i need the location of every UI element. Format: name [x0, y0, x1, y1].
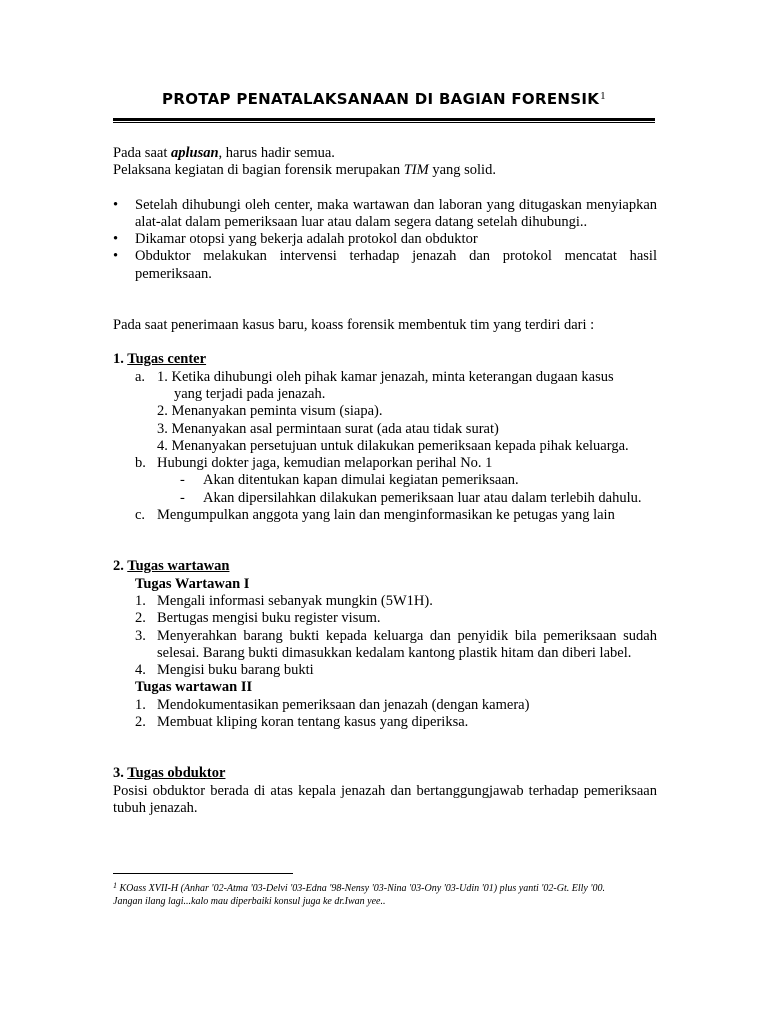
item-text: Bertugas mengisi buku register visum. — [157, 610, 381, 627]
bullet-icon: • — [113, 196, 119, 213]
intro-line-2-emphasis: TIM — [403, 162, 429, 179]
spacer — [113, 334, 657, 351]
footnote-rule — [113, 873, 293, 874]
a-sub-number: 4. — [157, 437, 168, 454]
title-rule-thin — [113, 122, 655, 123]
b-dash-text: Akan ditentukan kapan dimulai kegiatan pemeriksaan. — [203, 472, 519, 489]
section-3-number: 3. — [113, 765, 128, 782]
bullet-item — [113, 197, 657, 232]
item-text: Mendokumentasikan pemeriksaan dan jenazah (dengan kamera) — [157, 696, 530, 713]
section-2-heading — [113, 558, 657, 575]
dash-icon: - — [180, 489, 185, 506]
a-sub-item — [157, 438, 657, 455]
intro-line-2-post: yang solid. — [428, 162, 496, 179]
item-text: Mengisi buku barang bukti — [157, 662, 314, 679]
b-dash-text: Akan dipersilahkan dilakukan pemeriksaan luar atau dalam terlebih dahulu. — [203, 489, 642, 506]
section-2-number: 2. — [113, 558, 128, 575]
wartawan-1-item — [113, 610, 657, 627]
wartawan-2-title: Tugas wartawan II — [135, 679, 253, 696]
intro-line-2-pre: Pelaksana kegiatan di bagian forensik merupakan — [113, 162, 404, 179]
spacer — [113, 731, 657, 765]
wartawan-2-item — [113, 714, 657, 731]
a-sub-text: Menanyakan peminta visum (siapa). — [171, 403, 383, 420]
item-number: 1. — [135, 696, 146, 713]
a-sub-text: Menanyakan persetujuan untuk dilakukan pemeriksaan kepada pihak keluarga. — [171, 437, 629, 454]
b-dash-item — [113, 472, 657, 489]
team-intro: Pada saat penerimaan kasus baru, koass forensik membentuk tim yang terdiri dari : — [113, 317, 595, 334]
item-number: 4. — [135, 662, 146, 679]
bullet-item — [113, 248, 657, 283]
b-dash-item — [113, 490, 657, 507]
footnote — [113, 879, 673, 908]
item-number: 3. — [135, 627, 146, 644]
item-c-marker: c. — [135, 507, 146, 524]
intro-line-1-pre: Pada saat — [113, 145, 171, 161]
section-1-heading — [113, 351, 657, 368]
spacer — [113, 180, 657, 197]
a-sub-item — [157, 403, 657, 420]
wartawan-1-item — [113, 662, 657, 679]
a-sub-item-continuation: yang terjadi pada jenazah. — [174, 385, 326, 402]
bullet-text: Obduktor melakukan intervensi terhadap jenazah dan protokol mencatat hasil pemeriksaan. — [135, 248, 657, 282]
a-sub-number: 2. — [157, 403, 168, 420]
wartawan-1-item — [113, 628, 657, 663]
intro-line-1 — [113, 145, 657, 162]
intro-line-1-emphasis: aplusan — [170, 145, 219, 161]
a-sub-text: Menanyakan asal permintaan surat (ada atau tidak surat) — [171, 420, 499, 437]
item-b-marker: b. — [135, 455, 146, 472]
bullet-text: Dikamar otopsi yang bekerja adalah protokol dan obduktor — [135, 231, 478, 248]
a-sub-item — [157, 421, 657, 438]
item-text: Membuat kliping koran tentang kasus yang diperiksa. — [157, 714, 469, 731]
item-a-marker: a. — [135, 368, 146, 385]
document-title — [113, 90, 655, 108]
document-title-text: PROTAP PENATALAKSANAAN DI BAGIAN FORENSIK — [162, 90, 600, 108]
title-footnote-mark: 1 — [600, 90, 606, 102]
dash-icon: - — [180, 472, 185, 489]
document-body — [113, 145, 657, 817]
bullet-icon: • — [113, 231, 119, 248]
item-text: Menyerahkan barang bukti kepada keluarga dan penyidik bila pemeriksaan sudah selesai. Barang bukti dimasukkan kedalam kantong plastik hitam dan diberi label. — [157, 627, 657, 661]
section-1-item-c — [113, 507, 657, 524]
item-number: 1. — [135, 592, 146, 609]
wartawan-2-item — [113, 697, 657, 714]
footnote-line-2: Jangan ilang lagi...kalo mau diperbaiki konsul juga ke dr.Iwan yee.. — [113, 896, 386, 907]
section-2-title: Tugas wartawan — [127, 558, 230, 575]
wartawan-1-item — [113, 593, 657, 610]
section-1-item-b — [113, 455, 657, 472]
spacer — [113, 524, 657, 558]
footnote-text-1: KOass XVII-H (Anhar '02-Atma '03-Delvi '03-Edna '98-Nensy '03-Nina '03-Ony '03-Udin '01) plus yanti '02-Gt. Elly '00. — [119, 883, 605, 894]
section-3-heading — [113, 765, 657, 782]
bullet-item — [113, 231, 657, 248]
intro-line-1-post: , harus hadir semua. — [218, 145, 335, 161]
intro-line-2 — [113, 162, 657, 179]
a-sub-number: 1. — [157, 368, 168, 385]
bullet-icon: • — [113, 248, 119, 265]
bullet-list — [113, 197, 657, 283]
footnote-mark: 1 — [113, 881, 117, 890]
spacer — [113, 283, 657, 317]
bullet-text: Setelah dihubungi oleh center, maka wartawan dan laboran yang ditugaskan menyiapkan alat-alat dalam pemeriksaan luar atau dalam segera datang setelah dihubungi.. — [135, 196, 657, 230]
a-sub-text: Ketika dihubungi oleh pihak kamar jenazah, minta keterangan dugaan kasus — [171, 368, 614, 385]
section-1-number: 1. — [113, 351, 128, 368]
section-1-title: Tugas center — [127, 351, 207, 368]
item-c-text: Mengumpulkan anggota yang lain dan menginformasikan ke petugas yang lain — [157, 507, 615, 524]
item-b-text: Hubungi dokter jaga, kemudian melaporkan perihal No. 1 — [157, 455, 493, 472]
a-sub-item — [157, 369, 657, 386]
a-sub-number: 3. — [157, 420, 168, 437]
title-rule-thick — [113, 118, 655, 121]
section-1-item-a — [113, 369, 657, 455]
item-text: Mengali informasi sebanyak mungkin (5W1H). — [157, 592, 433, 609]
section-3-text: Posisi obduktor berada di atas kepala jenazah dan bertanggungjawab terhadap pemeriksaan tubuh jenazah. — [113, 782, 657, 816]
section-3-title: Tugas obduktor — [127, 765, 226, 782]
item-number: 2. — [135, 714, 146, 731]
wartawan-1-title: Tugas Wartawan I — [135, 575, 250, 592]
footnote-line-1 — [113, 879, 673, 895]
item-number: 2. — [135, 610, 146, 627]
